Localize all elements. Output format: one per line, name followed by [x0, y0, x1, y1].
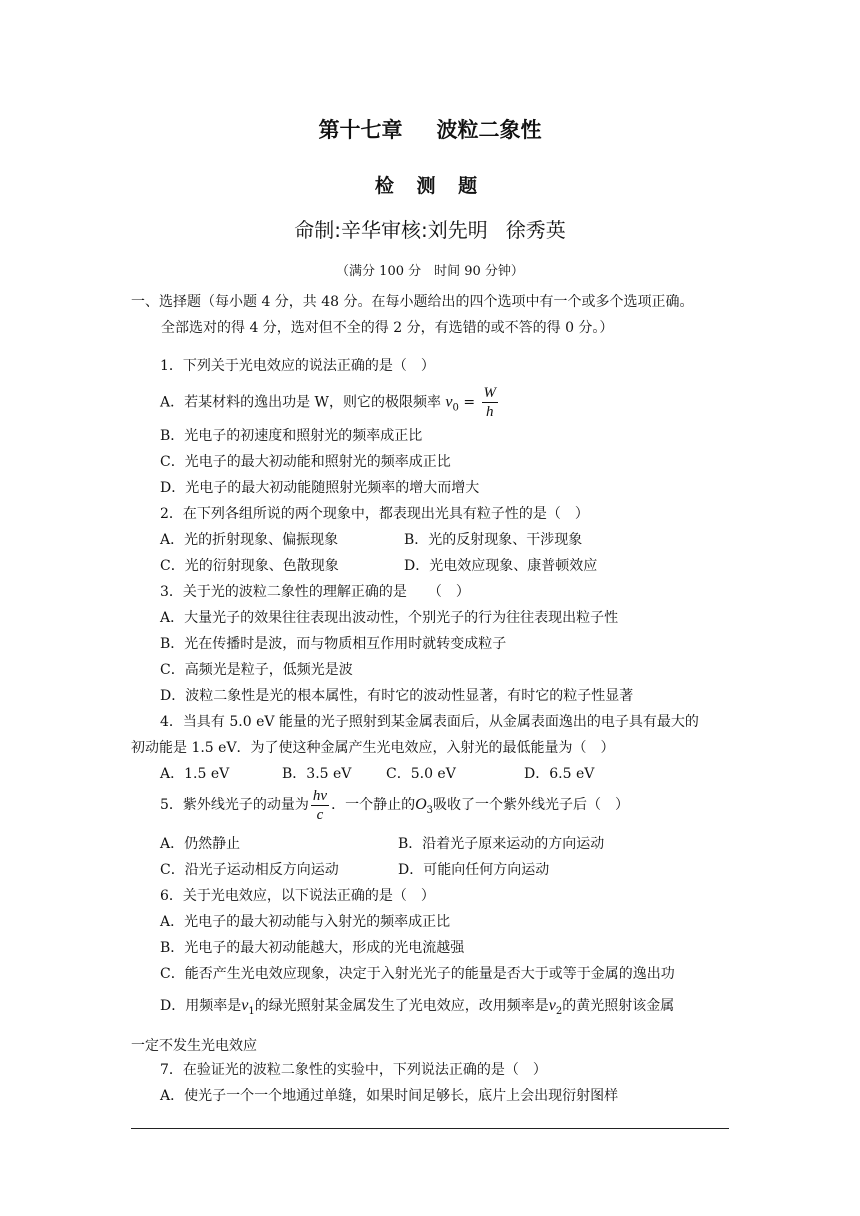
- nu-symbol: ν: [445, 393, 453, 411]
- authors-secondary: 徐秀英: [505, 218, 566, 242]
- momentum-denominator: c: [316, 806, 324, 823]
- question-6-stem: 6．关于光电效应，以下说法正确的是（ ）: [160, 888, 435, 904]
- equals-sign: =: [458, 394, 480, 411]
- question-6-option-c: C．能否产生光电效应现象，决定于入射光光子的能量是否大于或等于金属的逸出功: [160, 966, 675, 982]
- section-heading-line-1: 一、选择题（每小题 4 分，共 48 分。在每小题给出的四个选项中有一个或多个选项正确。: [131, 294, 694, 310]
- question-7-option-a: A．使光子一个一个地通过单缝，如果时间足够长，底片上会出现衍射图样: [160, 1088, 619, 1104]
- momentum-fraction: [311, 787, 329, 824]
- nu-subscript: 0: [452, 402, 459, 414]
- question-4-stem-line-1: 4．当具有 5.0 eV 能量的光子照射到某金属表面后，从金属表面逸出的电子具有最大的: [160, 714, 699, 730]
- question-4-option-d: D．6.5 eV: [524, 766, 595, 782]
- chapter-heading: [0, 114, 860, 144]
- question-2-option-d: D．光电效应现象、康普顿效应: [404, 558, 598, 574]
- ozone-symbol: O: [415, 796, 427, 813]
- question-5-stem: [160, 784, 629, 832]
- option-d-mid: 的绿光照射某金属发生了光电效应，改用频率是: [254, 998, 549, 1014]
- chapter-title: 波粒二象性: [436, 118, 542, 142]
- question-6-option-d: [160, 996, 674, 1022]
- question-1-option-d: D．光电子的最大初动能随照射光频率的增大而增大: [160, 480, 480, 496]
- question-5-stem-mid: ．一个静止的: [331, 797, 416, 813]
- option-a-text: A．若某材料的逸出功是 W，则它的极限频率: [160, 394, 441, 411]
- question-1-option-c: C．光电子的最大初动能和照射光的频率成正比: [160, 454, 451, 470]
- question-7-stem: 7．在验证光的波粒二象性的实验中，下列说法正确的是（ ）: [160, 1062, 547, 1078]
- nu-1-symbol: ν: [241, 997, 249, 1014]
- section-heading: [131, 289, 731, 341]
- question-3-option-b: B．光在传播时是波，而与物质相互作用时就转变成粒子: [160, 636, 507, 652]
- test-subtitle: 检 测 题: [374, 175, 486, 197]
- ozone-subscript: 3: [426, 804, 434, 816]
- question-5-option-d: D．可能向任何方向运动: [398, 862, 550, 878]
- question-2-option-b: B．光的反射现象、干涉现象: [404, 532, 583, 548]
- question-2-option-a: A．光的折射现象、偏振现象: [160, 532, 339, 548]
- question-6-option-a: A．光电子的最大初动能与入射光的频率成正比: [160, 914, 451, 930]
- question-1-stem: 1．下列关于光电效应的说法正确的是（ ）: [160, 358, 435, 374]
- footer-divider: [131, 1128, 729, 1129]
- question-2-option-c: C．光的衍射现象、色散现象: [160, 558, 339, 574]
- question-5-stem-pre: 5．紫外线光子的动量为: [160, 797, 309, 813]
- question-6-option-b: B．光电子的最大初动能越大，形成的光电流越强: [160, 940, 465, 956]
- authors-line: [0, 214, 860, 243]
- question-5-option-a: A．仍然静止: [160, 836, 241, 852]
- question-3-stem: 3．关于光的波粒二象性的理解正确的是 （ ）: [160, 584, 470, 600]
- momentum-numerator: hν: [312, 787, 328, 804]
- nu-2-subscript: 2: [555, 1005, 563, 1017]
- question-4-option-b: B．3.5 eV: [282, 766, 352, 782]
- score-time-note: （满分 100 分 时间 90 分钟）: [336, 264, 524, 279]
- formula-fraction: [482, 384, 499, 421]
- question-1-option-b: B．光电子的初速度和照射光的频率成正比: [160, 428, 423, 444]
- question-2-stem: 2．在下列各组所说的两个现象中，都表现出光具有粒子性的是（ ）: [160, 506, 589, 522]
- question-4-option-c: C．5.0 eV: [386, 766, 456, 782]
- question-3-option-d: D．波粒二象性是光的根本属性，有时它的波动性显著，有时它的粒子性显著: [160, 688, 634, 704]
- chapter-number: 第十七章: [318, 118, 403, 142]
- fraction-numerator: W: [483, 385, 497, 401]
- nu-1-subscript: 1: [248, 1005, 255, 1017]
- question-5-stem-post: 吸收了一个紫外线光子后（ ）: [433, 797, 630, 813]
- question-6-option-d-line-2: 一定不发生光电效应: [131, 1038, 257, 1054]
- section-heading-line-2: 全部选对的得 4 分，选对但不全的得 2 分，有选错的或不答的得 0 分。）: [161, 320, 614, 336]
- question-1-option-a: [160, 384, 500, 422]
- question-3-option-a: A．大量光子的效果往往表现出波动性，个别光子的行为往往表现出粒子性: [160, 610, 619, 626]
- question-5-option-c: C．沿光子运动相反方向运动: [160, 862, 339, 878]
- option-d-pre: D．用频率是: [160, 998, 242, 1014]
- question-4-option-a: A．1.5 eV: [160, 766, 230, 782]
- authors-primary: 命制:辛华审核:刘先明: [294, 218, 488, 242]
- fraction-denominator: h: [486, 404, 494, 420]
- question-3-option-c: C．高频光是粒子，低频光是波: [160, 662, 353, 678]
- question-4-stem-line-2: 初动能是 1.5 eV．为了使这种金属产生光电效应，入射光的最低能量为（ ）: [131, 740, 615, 756]
- nu-2-symbol: ν: [548, 997, 556, 1014]
- option-d-post: 的黄光照射该金属: [562, 998, 675, 1014]
- question-5-option-b: B．沿着光子原来运动的方向运动: [398, 836, 605, 852]
